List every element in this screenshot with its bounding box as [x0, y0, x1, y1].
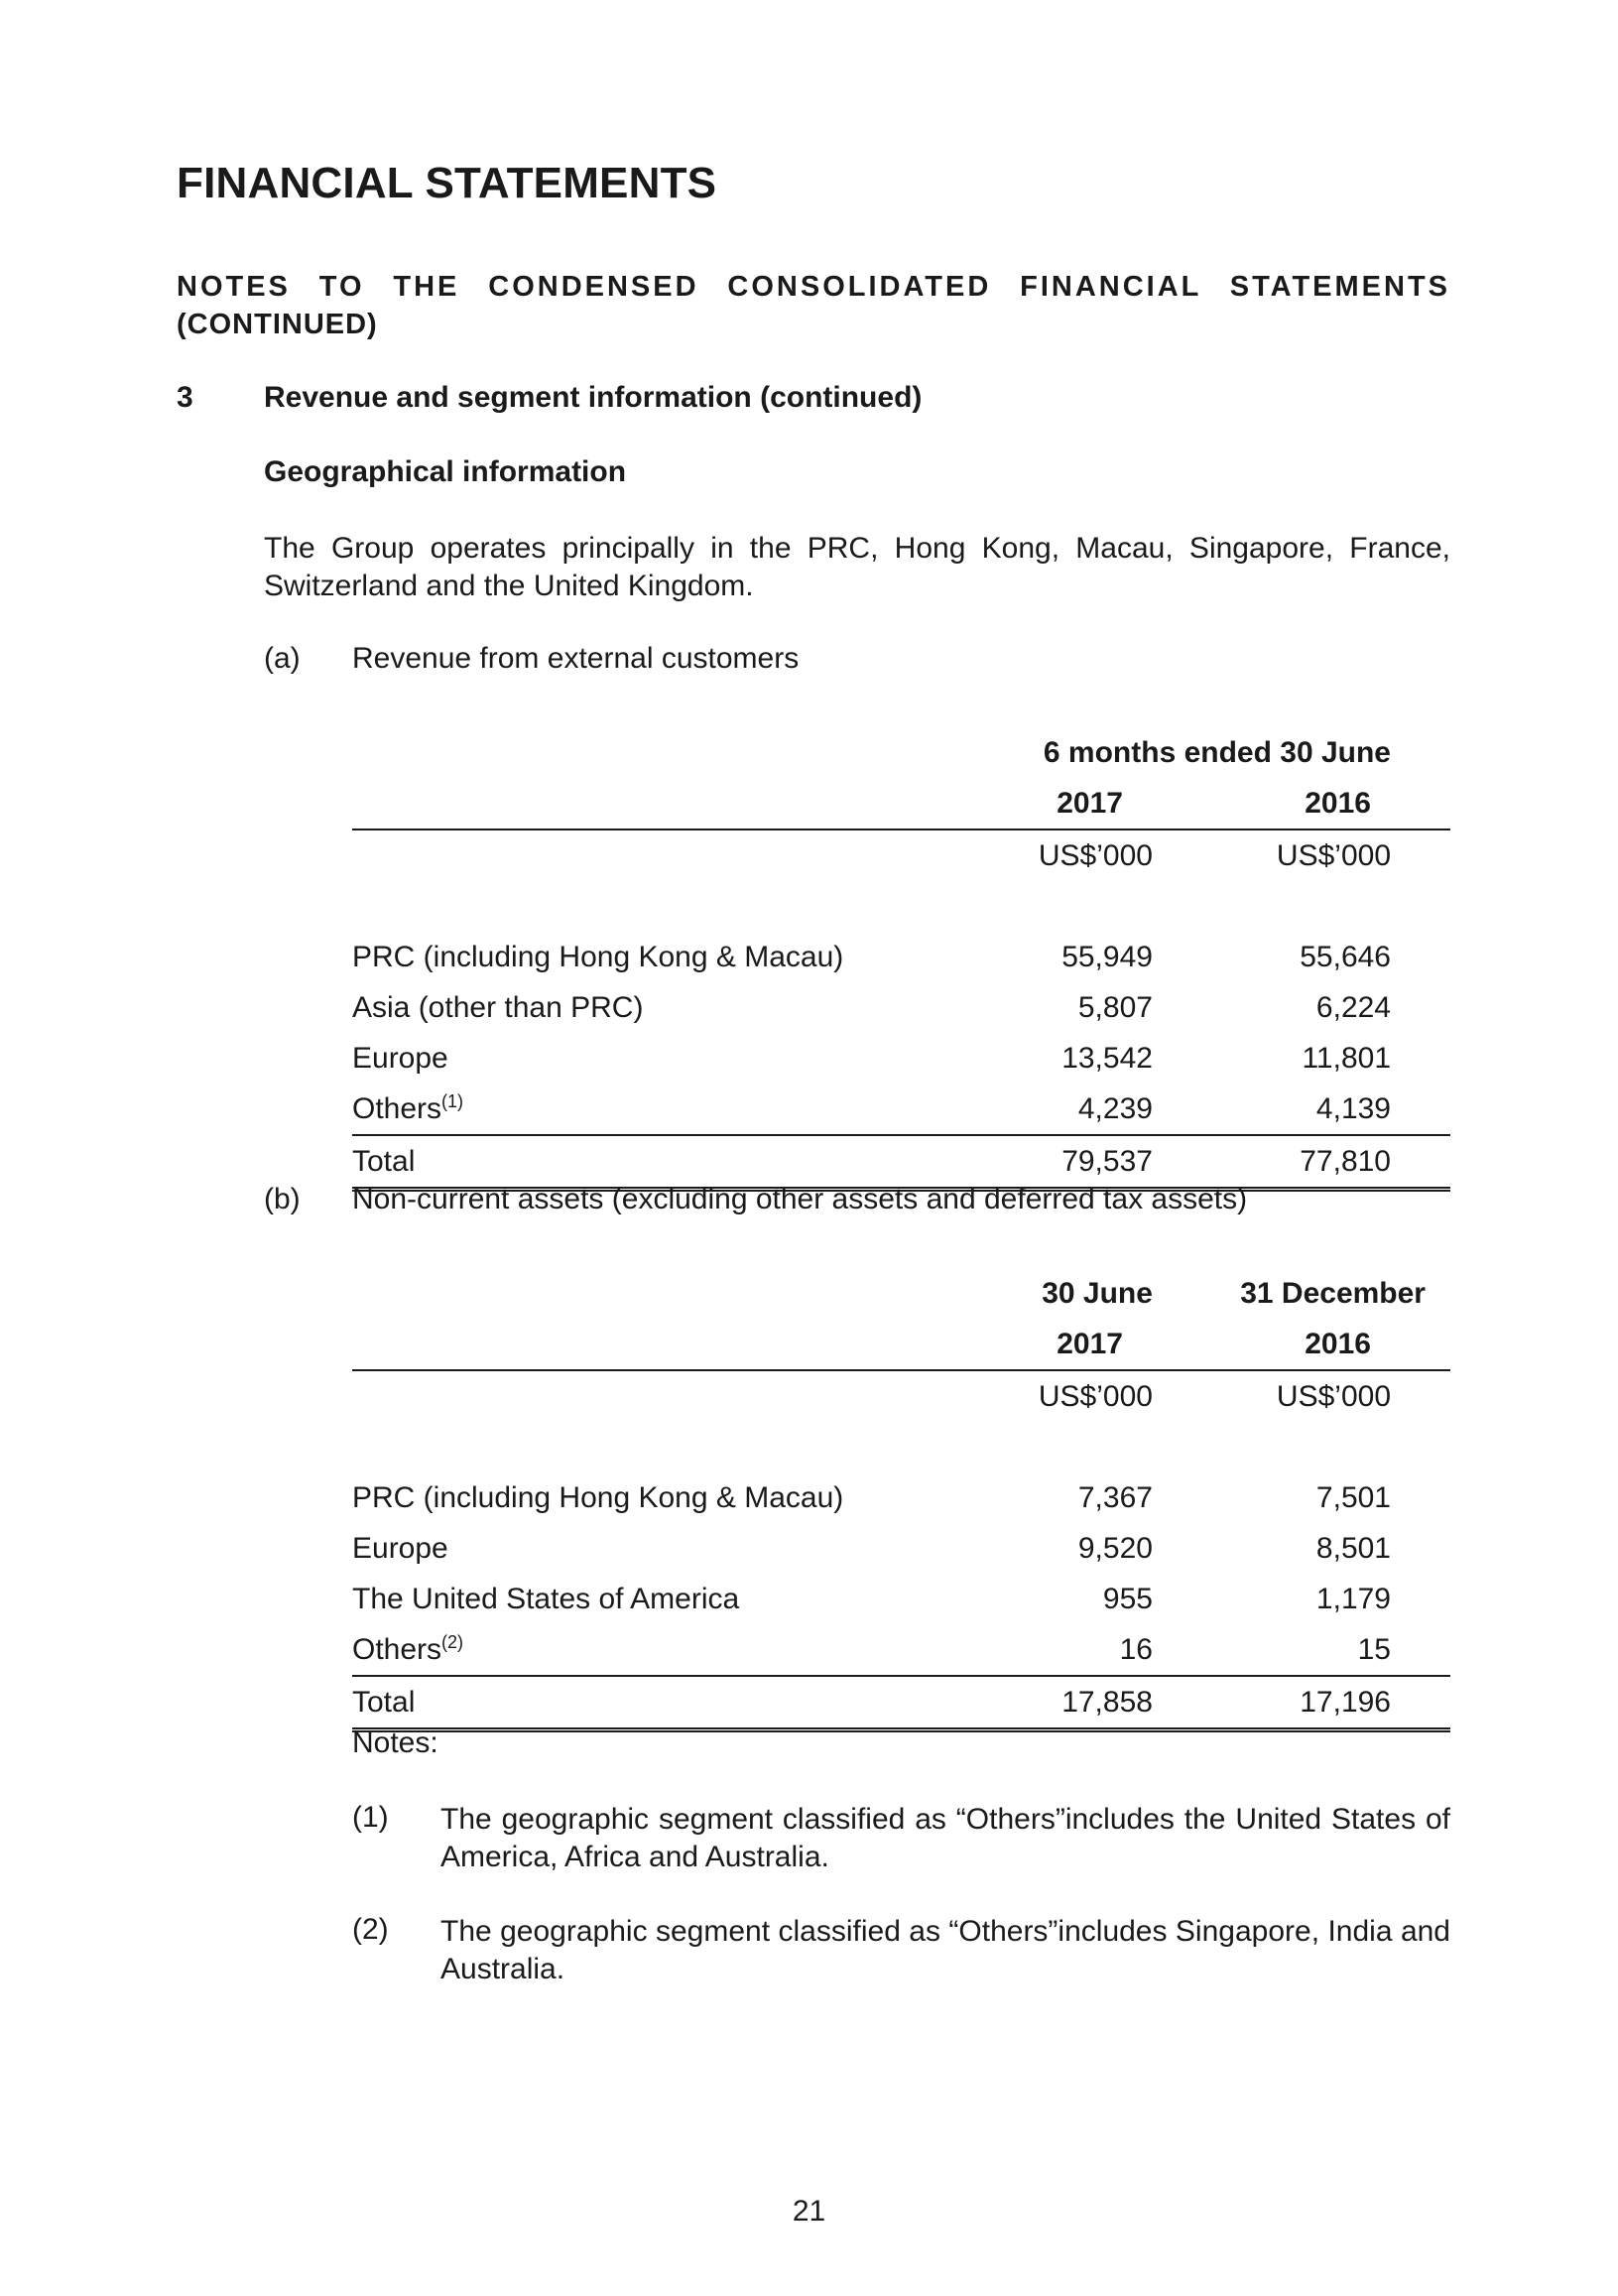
period-header: 6 months ended 30 June — [1043, 735, 1391, 769]
row-value-2016: 6,224 — [1315, 990, 1391, 1024]
total-value-2016: 17,196 — [1153, 1676, 1450, 1730]
notes-subtitle-continued: (CONTINUED) — [177, 309, 378, 340]
note-text: The geographic segment classified as “Others”includes Singapore, India and Australia. — [440, 1915, 1450, 1985]
year-2016: 2016 — [1153, 778, 1450, 829]
table-year-row — [352, 1319, 1450, 1370]
row-value-2017: 4,239 — [893, 1084, 1153, 1135]
page-number: 21 — [792, 2195, 826, 2228]
table-year-row — [352, 778, 1450, 829]
row-value-2017: 16 — [893, 1624, 1153, 1676]
revenue-table — [352, 727, 1450, 1192]
column-header-30-june: 30 June — [1042, 1276, 1153, 1310]
total-row — [352, 1135, 1450, 1190]
table-row — [352, 982, 1450, 1033]
table-a-caption: Revenue from external customers — [352, 642, 800, 675]
unit-label: US$’000 — [1038, 838, 1153, 872]
row-label: The United States of America — [352, 1582, 740, 1615]
row-value-2016: 11,801 — [1302, 1041, 1391, 1075]
total-value-2016: 77,810 — [1153, 1135, 1450, 1190]
notes-heading: Notes: — [352, 1726, 438, 1759]
row-value-2017: 13,542 — [1061, 1041, 1153, 1075]
row-value-2017: 7,367 — [1077, 1480, 1153, 1514]
total-label: Total — [352, 1676, 893, 1730]
table-row — [352, 1084, 1450, 1135]
total-row — [352, 1676, 1450, 1730]
total-label: Total — [352, 1135, 893, 1190]
row-label: Others$^{(2)}$ — [352, 1624, 893, 1676]
row-label: Europe — [352, 1531, 448, 1565]
year-2016: 2016 — [1153, 1319, 1450, 1370]
table-row — [352, 1033, 1450, 1084]
total-value-2017: 79,537 — [893, 1135, 1153, 1190]
table-header-row — [352, 1268, 1450, 1319]
notes-subtitle: NOTES TO THE CONDENSED CONSOLIDATED FINANCIAL STATEMENTS — [177, 271, 1450, 303]
table-row — [352, 1624, 1450, 1676]
table-b-caption: Non-current assets (excluding other assets and deferred tax assets) — [352, 1183, 1248, 1215]
non-current-assets-table — [352, 1268, 1450, 1732]
row-label: PRC (including Hong Kong & Macau) — [352, 940, 844, 973]
row-value-2016: 15 — [1153, 1624, 1450, 1676]
footnote-marker: (2) — [441, 1631, 464, 1652]
table-row — [352, 932, 1450, 982]
table-row — [352, 1472, 1450, 1523]
row-value-2016: 1,179 — [1315, 1582, 1391, 1615]
note-text: The geographic segment classified as “Others”includes the United States of America, Africa and Australia. — [440, 1803, 1450, 1873]
unit-label: US$’000 — [1276, 1379, 1391, 1413]
table-row — [352, 1574, 1450, 1624]
table-row — [352, 1523, 1450, 1574]
row-value-2016: 7,501 — [1315, 1480, 1391, 1514]
column-header-31-december: 31 December — [1240, 1276, 1426, 1310]
unit-label: US$’000 — [1038, 1379, 1153, 1413]
year-2017: 2017 — [893, 1319, 1153, 1370]
table-b-label: (b) — [264, 1183, 301, 1215]
note-number: (1) — [352, 1801, 389, 1834]
row-value-2017: 55,949 — [1061, 940, 1153, 973]
section-number: 3 — [177, 381, 193, 414]
row-label: PRC (including Hong Kong & Macau) — [352, 1480, 844, 1514]
page-title: FINANCIAL STATEMENTS — [177, 159, 717, 207]
row-value-2016: 4,139 — [1153, 1084, 1450, 1135]
row-value-2017: 9,520 — [1077, 1531, 1153, 1565]
row-value-2017: 5,807 — [1077, 990, 1153, 1024]
note-number: (2) — [352, 1913, 389, 1946]
row-value-2016: 55,646 — [1300, 940, 1391, 973]
geographical-information-heading: Geographical information — [264, 455, 627, 488]
table-units-row — [352, 1370, 1450, 1422]
geography-paragraph: The Group operates principally in the PRC, Hong Kong, Macau, Singapore, France, Switzerland and the United Kingdom. — [264, 532, 1450, 602]
footnote-marker: (1) — [441, 1090, 464, 1111]
total-value-2017: 17,858 — [893, 1676, 1153, 1730]
row-value-2017: 955 — [1102, 1582, 1153, 1615]
row-label: Europe — [352, 1041, 448, 1075]
row-value-2016: 8,501 — [1315, 1531, 1391, 1565]
row-label: Others$^{(1)}$ — [352, 1084, 893, 1135]
table-a-label: (a) — [264, 642, 301, 675]
row-label: Asia (other than PRC) — [352, 990, 644, 1024]
table-units-row — [352, 829, 1450, 881]
table-header-row — [352, 727, 1450, 778]
unit-label: US$’000 — [1276, 838, 1391, 872]
year-2017: 2017 — [893, 778, 1153, 829]
section-title: Revenue and segment information (continued) — [264, 381, 923, 414]
